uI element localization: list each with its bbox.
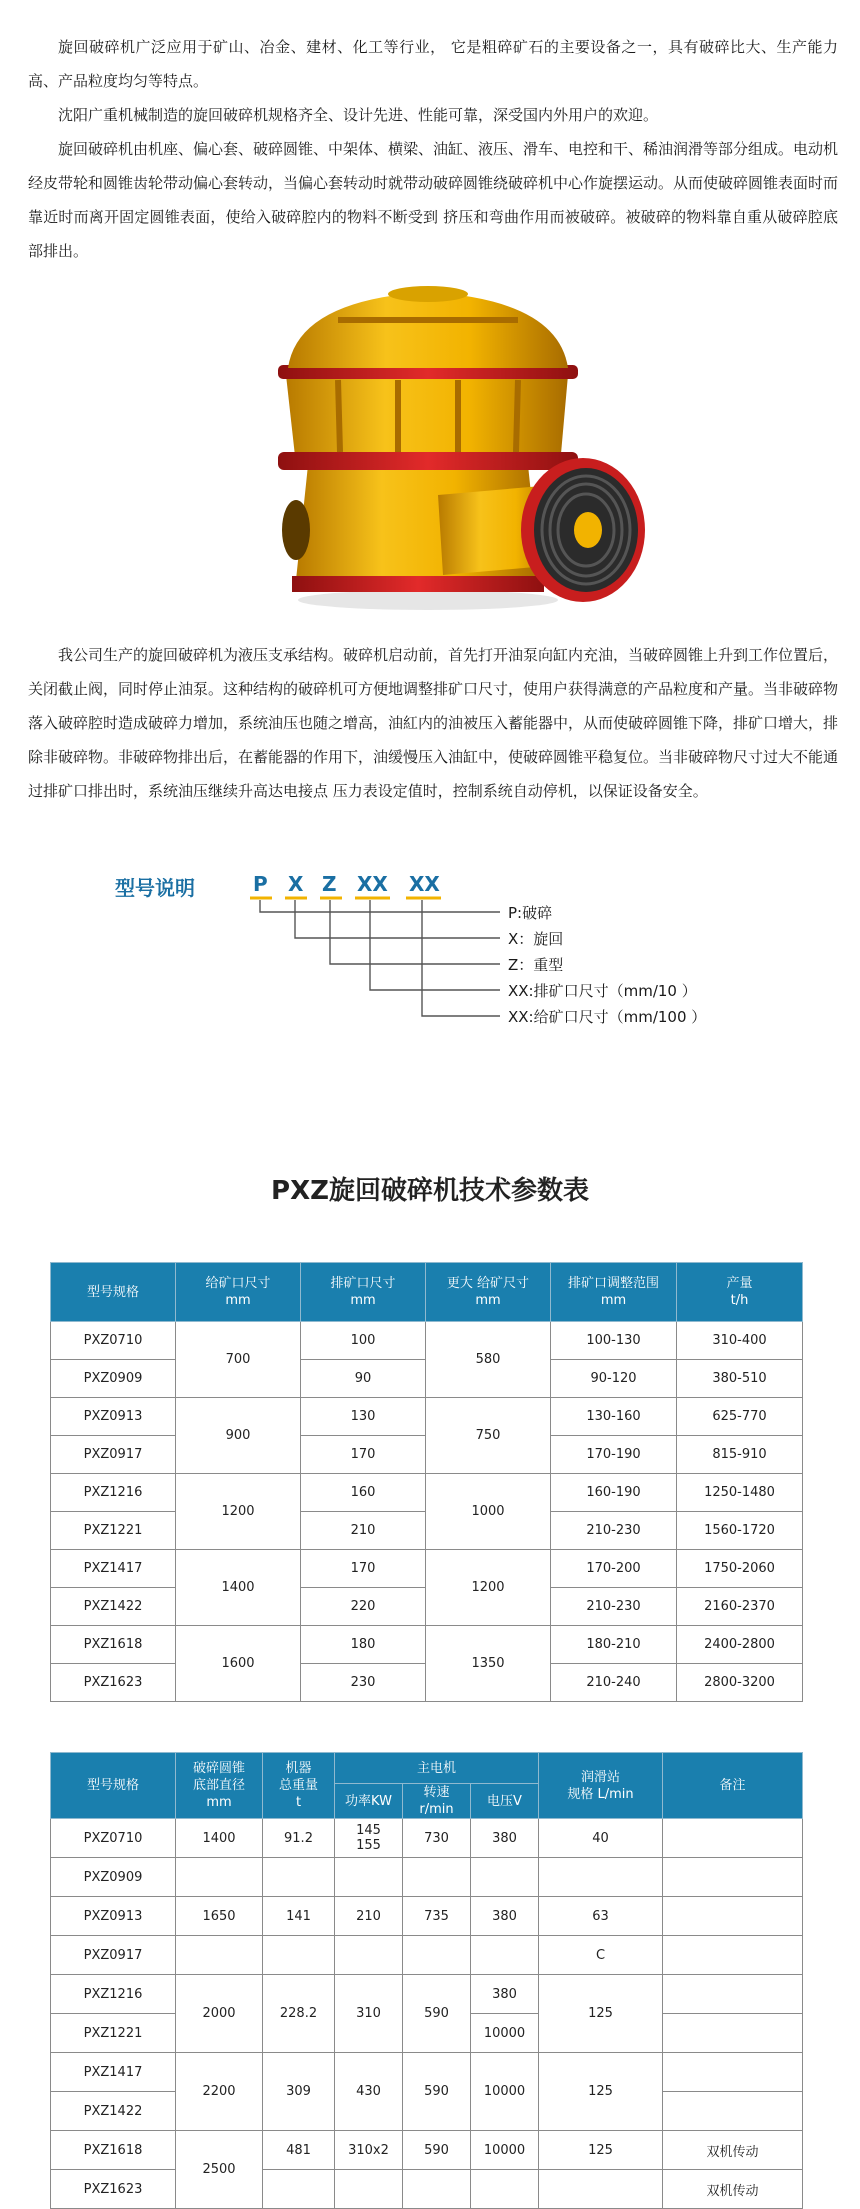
legend-item-discharge: XX:排矿口尺寸（mm/10 ） bbox=[508, 982, 697, 1000]
cell-power: 310x2 bbox=[335, 2131, 403, 2170]
cell-feed-opening: 1200 bbox=[176, 1474, 301, 1550]
cell-capacity: 1250-1480 bbox=[677, 1474, 803, 1512]
cell-discharge-opening: 170 bbox=[301, 1550, 426, 1588]
cell-power bbox=[335, 2170, 403, 2209]
cell-model: PXZ1216 bbox=[51, 1975, 176, 2014]
cell-model: PXZ1417 bbox=[51, 2053, 176, 2092]
cell-discharge-opening: 130 bbox=[301, 1398, 426, 1436]
cell-voltage bbox=[471, 1936, 539, 1975]
cell-max-feed: 1200 bbox=[426, 1550, 551, 1626]
cell-capacity: 380-510 bbox=[677, 1360, 803, 1398]
cell-cone-diameter bbox=[176, 1936, 263, 1975]
cell-capacity: 815-910 bbox=[677, 1436, 803, 1474]
cell-discharge-range: 210-230 bbox=[551, 1512, 677, 1550]
cell-cone-diameter: 1650 bbox=[176, 1897, 263, 1936]
cell-lube: 40 bbox=[539, 1819, 663, 1858]
table-row bbox=[51, 1936, 803, 1975]
cell-total-weight: 228.2 bbox=[263, 1975, 335, 2053]
cell-max-feed: 1000 bbox=[426, 1474, 551, 1550]
cell-total-weight bbox=[263, 2170, 335, 2209]
cell-power: 145 155 bbox=[335, 1819, 403, 1858]
cell-max-feed: 580 bbox=[426, 1322, 551, 1398]
legend-code-p: P bbox=[253, 872, 268, 896]
cell-speed bbox=[403, 1936, 471, 1975]
header-model: 型号规格 bbox=[51, 1753, 176, 1819]
cell-capacity: 310-400 bbox=[677, 1322, 803, 1360]
header-cone-diameter: 破碎圆锥 底部直径 mm bbox=[176, 1753, 263, 1819]
cell-discharge-opening: 230 bbox=[301, 1664, 426, 1702]
cell-note: 双机传动 bbox=[663, 2131, 803, 2170]
cell-cone-diameter bbox=[176, 1858, 263, 1897]
cell-total-weight: 141 bbox=[263, 1897, 335, 1936]
cell-note bbox=[663, 1936, 803, 1975]
cell-note bbox=[663, 1975, 803, 2014]
intro-paragraph-3: 旋回破碎机由机座、偏心套、破碎圆锥、中架体、横梁、油缸、液压、滑车、电控和干、稀油润滑等部分组成。电动机经皮带轮和圆锥齿轮带动偏心套转动，当偏心套转动时就带动破碎圆锥绕破碎机中心作旋摆运动。从而使破碎圆锥表面时而靠近时而离开固定圆锥表面，使给入破碎腔内的物料不断受到 挤压和弯曲作用而被破碎。被破碎的物料靠自重从破碎腔底部排出。 bbox=[28, 140, 839, 260]
cell-discharge-range: 210-240 bbox=[551, 1664, 677, 1702]
cell-power: 430 bbox=[335, 2053, 403, 2131]
legend-item-p: P:破碎 bbox=[508, 904, 553, 922]
header-discharge-opening: 排矿口尺寸 mm bbox=[301, 1263, 426, 1322]
cell-speed: 590 bbox=[403, 1975, 471, 2053]
cell-model: PXZ0913 bbox=[51, 1398, 176, 1436]
header-lube-station: 润滑站 规格 L/min bbox=[539, 1753, 663, 1819]
cell-model: PXZ1422 bbox=[51, 2092, 176, 2131]
header-speed: 转速 r/min bbox=[403, 1784, 471, 1819]
header-capacity: 产量 t/h bbox=[677, 1263, 803, 1322]
table-row bbox=[51, 2053, 803, 2092]
cell-cone-diameter: 1400 bbox=[176, 1819, 263, 1858]
cell-model: PXZ0710 bbox=[51, 1322, 176, 1360]
cell-discharge-opening: 220 bbox=[301, 1588, 426, 1626]
cell-discharge-opening: 210 bbox=[301, 1512, 426, 1550]
cell-model: PXZ1623 bbox=[51, 2170, 176, 2209]
table-row bbox=[51, 1975, 803, 2014]
header-note: 备注 bbox=[663, 1753, 803, 1819]
cell-total-weight bbox=[263, 1936, 335, 1975]
cell-capacity: 1560-1720 bbox=[677, 1512, 803, 1550]
cell-lube: 63 bbox=[539, 1897, 663, 1936]
cell-capacity: 2800-3200 bbox=[677, 1664, 803, 1702]
legend-item-x: X：旋回 bbox=[508, 930, 564, 948]
cell-voltage: 10000 bbox=[471, 2014, 539, 2053]
cell-max-feed: 1350 bbox=[426, 1626, 551, 1702]
table-row bbox=[51, 1626, 803, 1664]
cell-model: PXZ1623 bbox=[51, 1664, 176, 1702]
cell-power: 210 bbox=[335, 1897, 403, 1936]
description-paragraph: 我公司生产的旋回破碎机为液压支承结构。破碎机启动前，首先打开油泵向缸内充油，当破碎圆锥上升到工作位置后，关闭截止阀，同时停止油泵。这种结构的破碎机可方便地调整排矿口尺寸，使用户获得满意的产品粒度和产量。当非破碎物落入破碎腔时造成破碎力增加，系统油压也随之增高，油紅内的油被压入蓄能器中，从而使破碎圆锥下降，排矿口增大，排除非破碎物。非破碎物排出后，在蓄能器的作用下，油缓慢压入油缸中，使破碎圆锥平稳复位。当非破碎物尺寸过大不能通过排矿口排出时，系统油压继续升高达电接点 压力表设定值时，控制系统自动停机，以保证设备安全。 bbox=[28, 646, 839, 800]
header-max-feed: 更大 给矿尺寸 mm bbox=[426, 1263, 551, 1322]
header-feed-opening: 给矿口尺寸 mm bbox=[176, 1263, 301, 1322]
cell-lube bbox=[539, 1858, 663, 1897]
cell-cone-diameter: 2200 bbox=[176, 2053, 263, 2131]
cell-voltage: 380 bbox=[471, 1819, 539, 1858]
intro-text bbox=[28, 30, 838, 268]
header-power: 功率KW bbox=[335, 1784, 403, 1819]
table-row bbox=[51, 1550, 803, 1588]
cell-capacity: 2400-2800 bbox=[677, 1626, 803, 1664]
table-row bbox=[51, 1474, 803, 1512]
cell-voltage bbox=[471, 2170, 539, 2209]
cell-model: PXZ1221 bbox=[51, 1512, 176, 1550]
table-row bbox=[51, 1819, 803, 1858]
cell-total-weight: 91.2 bbox=[263, 1819, 335, 1858]
cell-note bbox=[663, 2014, 803, 2053]
cell-note bbox=[663, 1858, 803, 1897]
cell-note bbox=[663, 2053, 803, 2092]
cell-discharge-range: 90-120 bbox=[551, 1360, 677, 1398]
cell-model: PXZ1422 bbox=[51, 1588, 176, 1626]
cell-lube: 125 bbox=[539, 1975, 663, 2053]
header-voltage: 电压V bbox=[471, 1784, 539, 1819]
cell-model: PXZ0909 bbox=[51, 1858, 176, 1897]
table-row bbox=[51, 1398, 803, 1436]
cell-capacity: 2160-2370 bbox=[677, 1588, 803, 1626]
cell-note bbox=[663, 2092, 803, 2131]
cell-note: 双机传动 bbox=[663, 2170, 803, 2209]
cell-speed: 590 bbox=[403, 2131, 471, 2170]
cell-feed-opening: 700 bbox=[176, 1322, 301, 1398]
model-legend bbox=[0, 860, 860, 1060]
cell-voltage: 380 bbox=[471, 1975, 539, 2014]
cell-lube: 125 bbox=[539, 2131, 663, 2170]
cell-feed-opening: 900 bbox=[176, 1398, 301, 1474]
cell-speed bbox=[403, 2170, 471, 2209]
cell-speed bbox=[403, 1858, 471, 1897]
cell-model: PXZ0917 bbox=[51, 1936, 176, 1975]
cell-total-weight bbox=[263, 1858, 335, 1897]
table-row bbox=[51, 2170, 803, 2209]
cell-cone-diameter: 2500 bbox=[176, 2131, 263, 2209]
cell-voltage: 10000 bbox=[471, 2131, 539, 2170]
table-title: PXZ旋回破碎机技术参数表 bbox=[271, 1176, 589, 1206]
cell-voltage bbox=[471, 1858, 539, 1897]
cell-discharge-opening: 180 bbox=[301, 1626, 426, 1664]
cell-note bbox=[663, 1819, 803, 1858]
legend-code-z: Z bbox=[322, 872, 337, 896]
cell-lube: C bbox=[539, 1936, 663, 1975]
cell-note bbox=[663, 1897, 803, 1936]
cell-model: PXZ1618 bbox=[51, 1626, 176, 1664]
cell-speed: 735 bbox=[403, 1897, 471, 1936]
cell-lube bbox=[539, 2170, 663, 2209]
cell-model: PXZ0909 bbox=[51, 1360, 176, 1398]
legend-item-feed: XX:给矿口尺寸（mm/100 ） bbox=[508, 1008, 707, 1026]
cell-discharge-range: 210-230 bbox=[551, 1588, 677, 1626]
cell-model: PXZ0710 bbox=[51, 1819, 176, 1858]
cell-voltage: 10000 bbox=[471, 2053, 539, 2131]
intro-paragraph-2: 沈阳广重机械制造的旋回破碎机规格齐全、设计先进、性能可靠，深受国内外用户的欢迎。 bbox=[58, 106, 659, 124]
cell-power bbox=[335, 1936, 403, 1975]
cell-cone-diameter: 2000 bbox=[176, 1975, 263, 2053]
description-text bbox=[28, 638, 838, 808]
header-total-weight: 机器 总重量 t bbox=[263, 1753, 335, 1819]
cell-lube: 125 bbox=[539, 2053, 663, 2131]
cell-speed: 590 bbox=[403, 2053, 471, 2131]
cell-discharge-opening: 170 bbox=[301, 1436, 426, 1474]
legend-title: 型号说明 bbox=[115, 876, 195, 900]
intro-paragraph-1: 旋回破碎机广泛应用于矿山、冶金、建材、化工等行业， 它是粗碎矿石的主要设备之一，具有破碎比大、生产能力高、产品粒度均匀等特点。 bbox=[28, 38, 838, 90]
legend-code-x: X bbox=[288, 872, 304, 896]
cell-discharge-opening: 90 bbox=[301, 1360, 426, 1398]
cell-model: PXZ1618 bbox=[51, 2131, 176, 2170]
cell-max-feed: 750 bbox=[426, 1398, 551, 1474]
cell-total-weight: 481 bbox=[263, 2131, 335, 2170]
cell-capacity: 1750-2060 bbox=[677, 1550, 803, 1588]
gyratory-crusher-image bbox=[268, 280, 648, 620]
table-row bbox=[51, 1897, 803, 1936]
cell-model: PXZ1417 bbox=[51, 1550, 176, 1588]
cell-feed-opening: 1400 bbox=[176, 1550, 301, 1626]
cell-speed: 730 bbox=[403, 1819, 471, 1858]
legend-code-xx-1: XX bbox=[357, 872, 388, 896]
cell-discharge-range: 180-210 bbox=[551, 1626, 677, 1664]
spec-table-1 bbox=[50, 1262, 803, 1702]
cell-model: PXZ0917 bbox=[51, 1436, 176, 1474]
cell-model: PXZ0913 bbox=[51, 1897, 176, 1936]
legend-item-z: Z：重型 bbox=[508, 956, 564, 974]
cell-discharge-range: 170-190 bbox=[551, 1436, 677, 1474]
cell-discharge-range: 100-130 bbox=[551, 1322, 677, 1360]
cell-model: PXZ1221 bbox=[51, 2014, 176, 2053]
spec-table-1-header-row bbox=[51, 1263, 803, 1322]
spec-table-2 bbox=[50, 1752, 803, 2209]
cell-feed-opening: 1600 bbox=[176, 1626, 301, 1702]
table-row bbox=[51, 1322, 803, 1360]
cell-power bbox=[335, 1858, 403, 1897]
cell-discharge-opening: 160 bbox=[301, 1474, 426, 1512]
cell-total-weight: 309 bbox=[263, 2053, 335, 2131]
cell-voltage: 380 bbox=[471, 1897, 539, 1936]
header-discharge-range: 排矿口调整范围 mm bbox=[551, 1263, 677, 1322]
cell-discharge-range: 130-160 bbox=[551, 1398, 677, 1436]
cell-discharge-range: 170-200 bbox=[551, 1550, 677, 1588]
cell-discharge-opening: 100 bbox=[301, 1322, 426, 1360]
spec-table-2-header-row bbox=[51, 1753, 803, 1784]
header-model: 型号规格 bbox=[51, 1263, 176, 1322]
table-row bbox=[51, 1858, 803, 1897]
legend-code-xx-2: XX bbox=[409, 872, 440, 896]
cell-model: PXZ1216 bbox=[51, 1474, 176, 1512]
table-row bbox=[51, 2131, 803, 2170]
header-main-motor: 主电机 bbox=[335, 1753, 539, 1784]
cell-capacity: 625-770 bbox=[677, 1398, 803, 1436]
cell-power: 310 bbox=[335, 1975, 403, 2053]
cell-discharge-range: 160-190 bbox=[551, 1474, 677, 1512]
